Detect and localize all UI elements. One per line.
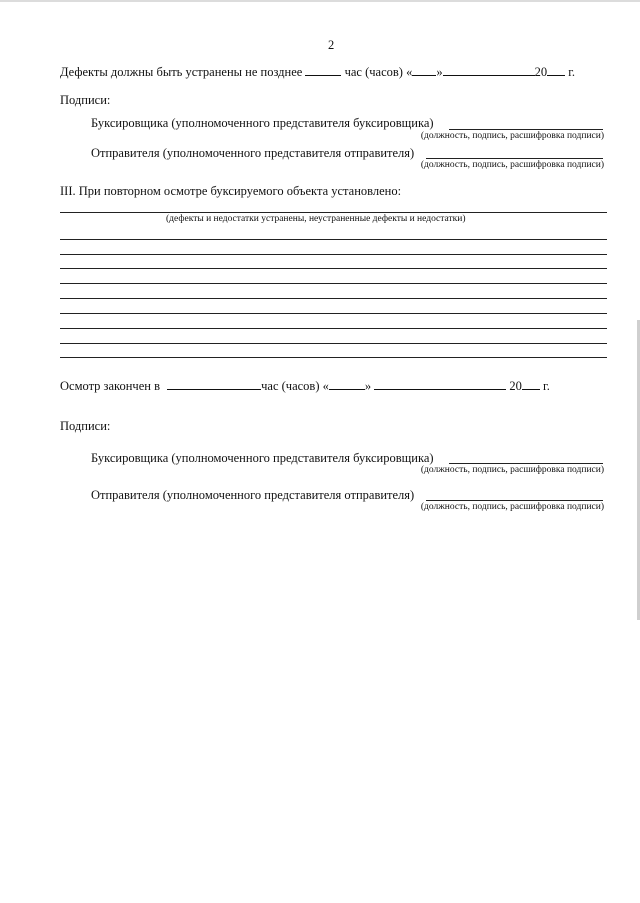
inspection-year-blank[interactable] bbox=[522, 378, 540, 390]
signatures-label-1: Подписи: bbox=[60, 93, 111, 107]
inspection-end-prefix: Осмотр закончен в bbox=[60, 379, 160, 393]
inspection-year-suffix: г. bbox=[542, 379, 550, 393]
inspection-end-line bbox=[60, 378, 550, 393]
signatures-label-2: Подписи: bbox=[60, 419, 111, 433]
section3-line-6[interactable] bbox=[60, 298, 607, 299]
inspection-hour-blank[interactable] bbox=[167, 378, 261, 390]
sig2-tow-line[interactable] bbox=[449, 463, 603, 464]
section3-caption: (дефекты и недостатки устранены, неустраненные дефекты и недостатки) bbox=[166, 214, 466, 224]
defects-hour-blank[interactable] bbox=[305, 64, 341, 76]
sig1-sender-caption: (должность, подпись, расшифровка подписи) bbox=[420, 160, 604, 170]
defects-deadline-prefix: Дефекты должны быть устранены не позднее bbox=[60, 65, 303, 79]
sig1-sender-label: Отправителя (уполномоченного представителя отправителя) bbox=[91, 146, 415, 160]
inspection-day-blank[interactable] bbox=[329, 378, 365, 390]
defects-hours-label: час (часов) « bbox=[344, 65, 413, 79]
sig2-sender-caption: (должность, подпись, расшифровка подписи) bbox=[420, 502, 604, 512]
section3-line-8[interactable] bbox=[60, 328, 607, 329]
sig1-sender-line[interactable] bbox=[426, 158, 603, 159]
section3-line-3[interactable] bbox=[60, 254, 607, 255]
defects-day-blank[interactable] bbox=[412, 64, 436, 76]
section3-line-9[interactable] bbox=[60, 343, 607, 344]
page-number: 2 bbox=[328, 38, 335, 52]
defects-year-blank[interactable] bbox=[547, 64, 565, 76]
sig1-tow-line[interactable] bbox=[449, 129, 603, 130]
defects-year-suffix: г. bbox=[568, 65, 576, 79]
section3-line-10[interactable] bbox=[60, 357, 607, 358]
sig2-tow-label: Буксировщика (уполномоченного представителя буксировщика) bbox=[91, 451, 434, 465]
inspection-year-prefix: 20 bbox=[509, 379, 522, 393]
section3-line-1[interactable] bbox=[60, 212, 607, 213]
sig1-tow-label: Буксировщика (уполномоченного представителя буксировщика) bbox=[91, 116, 434, 130]
section3-line-5[interactable] bbox=[60, 283, 607, 284]
sig2-sender-label: Отправителя (уполномоченного представителя отправителя) bbox=[91, 488, 415, 502]
defects-close-quote: » bbox=[436, 65, 443, 79]
sig2-sender-line[interactable] bbox=[426, 500, 603, 501]
inspection-close-quote: » bbox=[364, 379, 372, 393]
defects-month-blank[interactable] bbox=[443, 64, 535, 76]
section3-line-7[interactable] bbox=[60, 313, 607, 314]
section3-line-2[interactable] bbox=[60, 239, 607, 240]
defects-deadline-line bbox=[60, 64, 575, 79]
sig2-tow-caption: (должность, подпись, расшифровка подписи) bbox=[420, 465, 604, 475]
section3-heading: III. При повторном осмотре буксируемого объекта установлено: bbox=[60, 184, 402, 198]
defects-year-prefix: 20 bbox=[534, 65, 548, 79]
sig1-tow-caption: (должность, подпись, расшифровка подписи) bbox=[420, 131, 604, 141]
scan-edge-top bbox=[0, 0, 640, 2]
section3-line-4[interactable] bbox=[60, 268, 607, 269]
inspection-month-blank[interactable] bbox=[374, 378, 506, 390]
inspection-hours-label: час (часов) « bbox=[261, 379, 329, 393]
